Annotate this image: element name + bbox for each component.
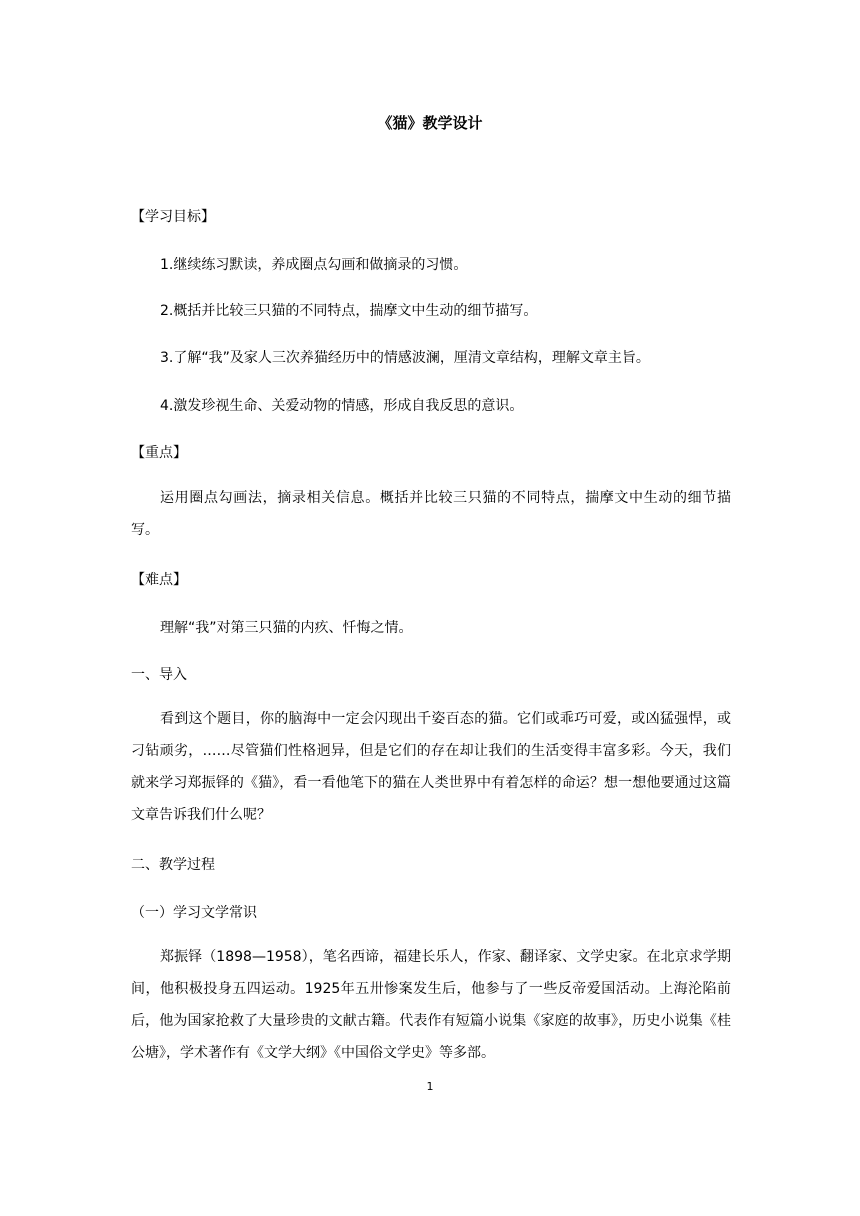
difficulties-heading: 【难点】 — [131, 572, 187, 588]
objective-item-1: 1.继续练习默读，养成圈点勾画和做摘录的习惯。 — [160, 257, 468, 273]
page-number: 1 — [426, 1080, 434, 1093]
objectives-heading: 【学习目标】 — [131, 209, 215, 225]
objective-item-3: 3.了解“我”及家人三次养猫经历中的情感波澜，厘清文章结构，理解文章主旨。 — [160, 350, 650, 366]
objective-item-2: 2.概括并比较三只猫的不同特点，揣摩文中生动的细节描写。 — [160, 303, 538, 319]
key-points-heading: 【重点】 — [131, 445, 187, 461]
section1-text: 看到这个题目，你的脑海中一定会闪现出千姿百态的猫。它们或乖巧可爱，或凶猛强悍，或刁钻顽劣，……尽管猫们性格迥异，但是它们的存在却让我们的生活变得丰富多彩。今天，我们就来学习郑振铎的《猫》，看一看他笔下的猫在人类世界中有着怎样的命运？想一想他要通过这篇文章告诉我们什么呢？ — [131, 711, 731, 823]
key-points-text: 运用圈点勾画法，摘录相关信息。概括并比较三只猫的不同特点，揣摩文中生动的细节描写。 — [131, 490, 731, 538]
section2-text: 郑振铎（1898—1958），笔名西谛，福建长乐人，作家、翻译家、文学史家。在北京求学期间，他积极投身五四运动。1925年五卅惨案发生后，他参与了一些反帝爱国活动。上海沦陷前后，他为国家抢救了大量珍贵的文献古籍。代表作有短篇小说集《家庭的故事》，历史小说集《桂公塘》，学术著作有《文学大纲》《中国俗文学史》等多部。 — [131, 949, 731, 1061]
section2-subheading: （一）学习文学常识 — [131, 905, 257, 921]
section1-heading: 一、导入 — [131, 667, 187, 683]
section2-heading: 二、教学过程 — [131, 857, 215, 873]
objective-item-4: 4.激发珍视生命、关爱动物的情感，形成自我反思的意识。 — [160, 398, 524, 414]
document-title: 《猫》教学设计 — [377, 114, 483, 132]
difficulties-text: 理解“我”对第三只猫的内疚、忏悔之情。 — [160, 620, 413, 636]
